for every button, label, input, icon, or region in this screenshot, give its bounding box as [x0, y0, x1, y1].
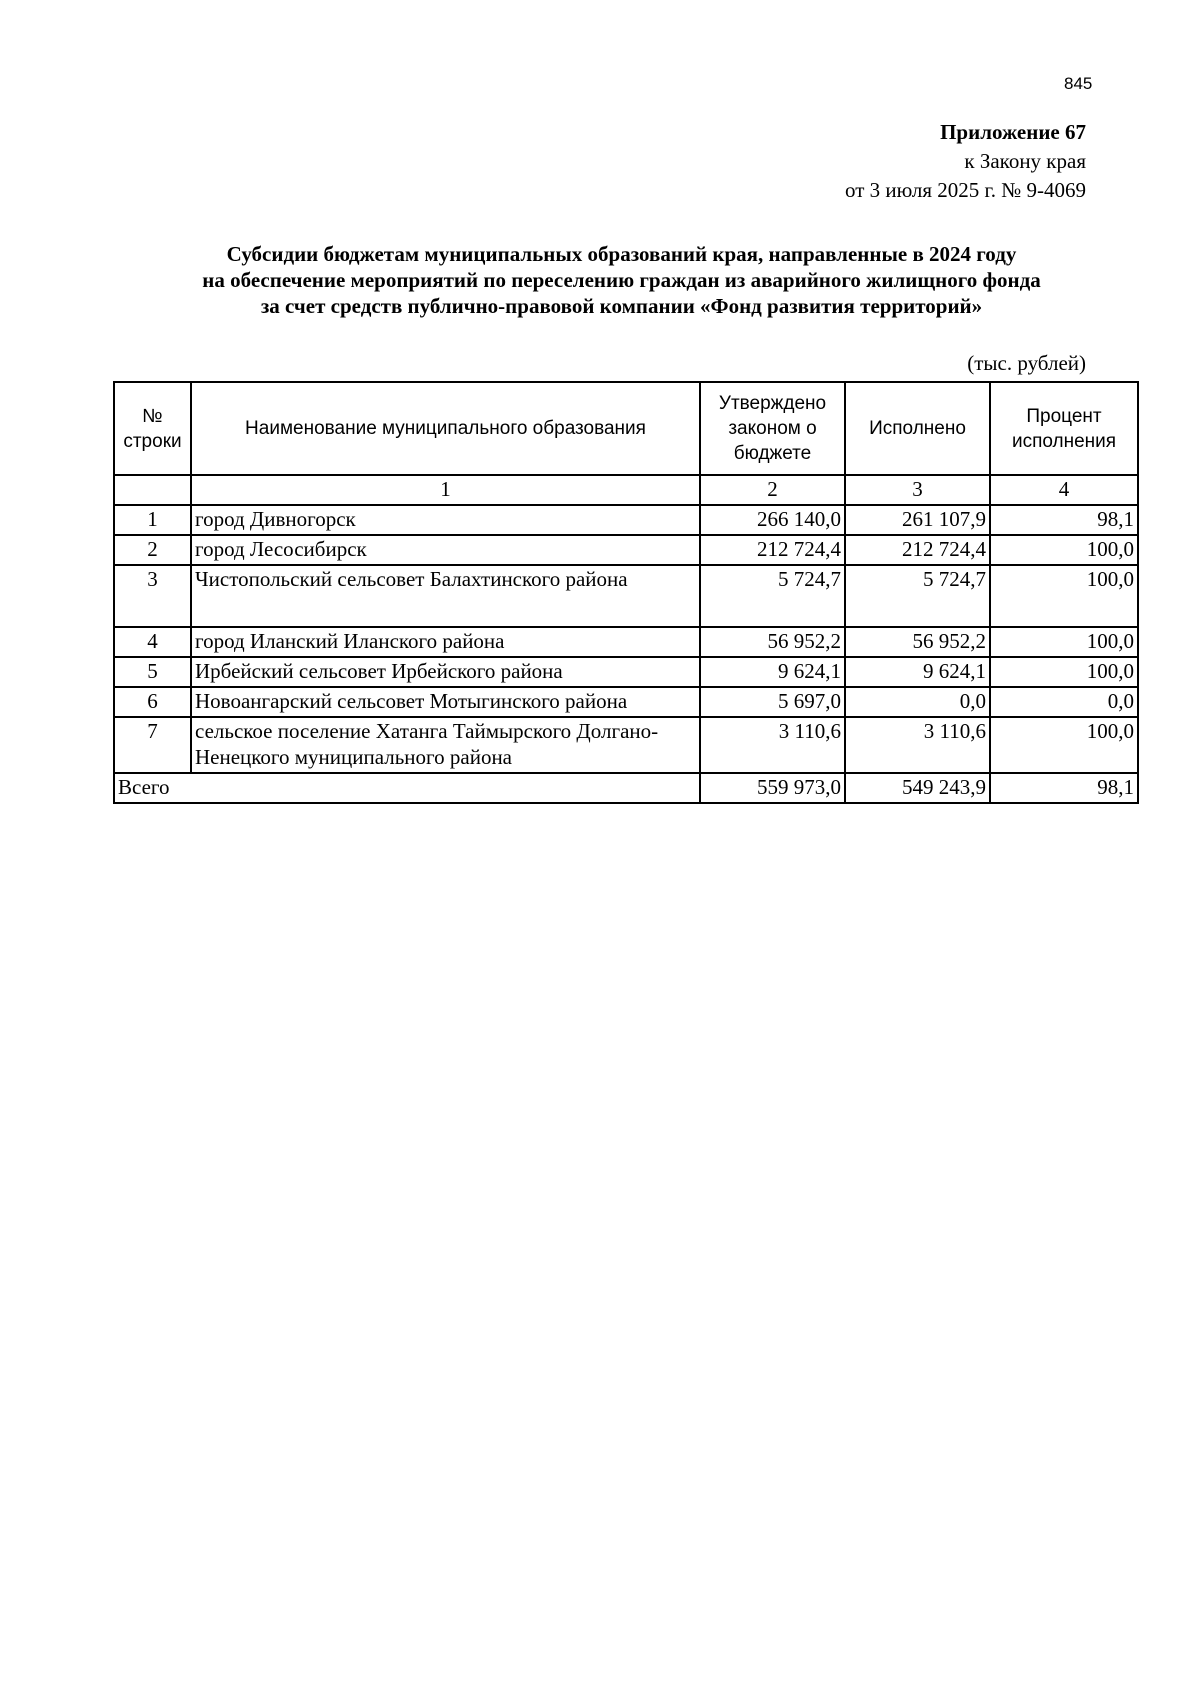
- column-number-1: 1: [191, 475, 700, 505]
- row-number: 7: [114, 717, 191, 773]
- appendix-law-reference: к Закону края: [964, 149, 1086, 173]
- appendix-title: Приложение 67: [940, 120, 1086, 144]
- appendix-block: [845, 118, 1086, 205]
- document-title-line-3: за счет средств публично-правовой компании «Фонд развития территорий»: [260, 294, 983, 318]
- subsidies-table: [113, 381, 1139, 804]
- row-number: 3: [114, 565, 191, 627]
- executed-value: 5 724,7: [845, 565, 990, 627]
- approved-value: 5 697,0: [700, 687, 845, 717]
- percent-value: 100,0: [990, 627, 1138, 657]
- approved-value: 5 724,7: [700, 565, 845, 627]
- appendix-law-date: от 3 июля 2025 г. № 9-4069: [845, 178, 1086, 202]
- table-row: [114, 687, 1138, 717]
- percent-value: 100,0: [990, 535, 1138, 565]
- approved-value: 56 952,2: [700, 627, 845, 657]
- units-note: (тыс. рублей): [967, 351, 1086, 375]
- table-row: [114, 717, 1138, 773]
- total-approved-value: 559 973,0: [700, 773, 845, 803]
- executed-value: 0,0: [845, 687, 990, 717]
- percent-value: 100,0: [990, 565, 1138, 627]
- approved-value: 3 110,6: [700, 717, 845, 773]
- municipality-name: Ирбейский сельсовет Ирбейского района: [191, 657, 700, 687]
- header-approved: Утверждено законом о бюджете: [700, 382, 845, 475]
- row-number: 2: [114, 535, 191, 565]
- total-executed-value: 549 243,9: [845, 773, 990, 803]
- table-total-row: [114, 773, 1138, 803]
- municipality-name: город Дивногорск: [191, 505, 700, 535]
- header-executed: Исполнено: [845, 382, 990, 475]
- table-row: [114, 627, 1138, 657]
- municipality-name: город Лесосибирск: [191, 535, 700, 565]
- header-row-number: № строки: [114, 382, 191, 475]
- total-percent-value: 98,1: [990, 773, 1138, 803]
- percent-value: 100,0: [990, 657, 1138, 687]
- executed-value: 9 624,1: [845, 657, 990, 687]
- percent-value: 0,0: [990, 687, 1138, 717]
- page-number: 845: [1064, 74, 1093, 93]
- approved-value: 266 140,0: [700, 505, 845, 535]
- approved-value: 9 624,1: [700, 657, 845, 687]
- municipality-name: сельское поселение Хатанга Таймырского Долгано-Ненецкого муниципального района: [191, 717, 700, 773]
- percent-value: 100,0: [990, 717, 1138, 773]
- row-number: 1: [114, 505, 191, 535]
- document-title-line-2: на обеспечение мероприятий по переселению граждан из аварийного жилищного фонда: [202, 268, 1041, 292]
- table-row: [114, 535, 1138, 565]
- table-header-row: [114, 382, 1138, 475]
- column-number-2: 2: [700, 475, 845, 505]
- approved-value: 212 724,4: [700, 535, 845, 565]
- municipality-name: Чистопольский сельсовет Балахтинского района: [191, 565, 700, 627]
- document-title: [0, 241, 1200, 319]
- municipality-name: город Иланский Иланского района: [191, 627, 700, 657]
- percent-value: 98,1: [990, 505, 1138, 535]
- header-percent: Процент исполнения: [990, 382, 1138, 475]
- column-number-empty: [114, 475, 191, 505]
- municipality-name: Новоангарский сельсовет Мотыгинского района: [191, 687, 700, 717]
- row-number: 4: [114, 627, 191, 657]
- executed-value: 3 110,6: [845, 717, 990, 773]
- table-row: [114, 657, 1138, 687]
- header-municipality-name: Наименование муниципального образования: [191, 382, 700, 475]
- column-numbers-row: [114, 475, 1138, 505]
- table-row: [114, 565, 1138, 627]
- total-label: Всего: [114, 773, 700, 803]
- row-number: 6: [114, 687, 191, 717]
- table-row: [114, 505, 1138, 535]
- executed-value: 261 107,9: [845, 505, 990, 535]
- executed-value: 212 724,4: [845, 535, 990, 565]
- column-number-4: 4: [990, 475, 1138, 505]
- document-title-line-1: Субсидии бюджетам муниципальных образований края, направленные в 2024 году: [226, 242, 1017, 266]
- executed-value: 56 952,2: [845, 627, 990, 657]
- row-number: 5: [114, 657, 191, 687]
- column-number-3: 3: [845, 475, 990, 505]
